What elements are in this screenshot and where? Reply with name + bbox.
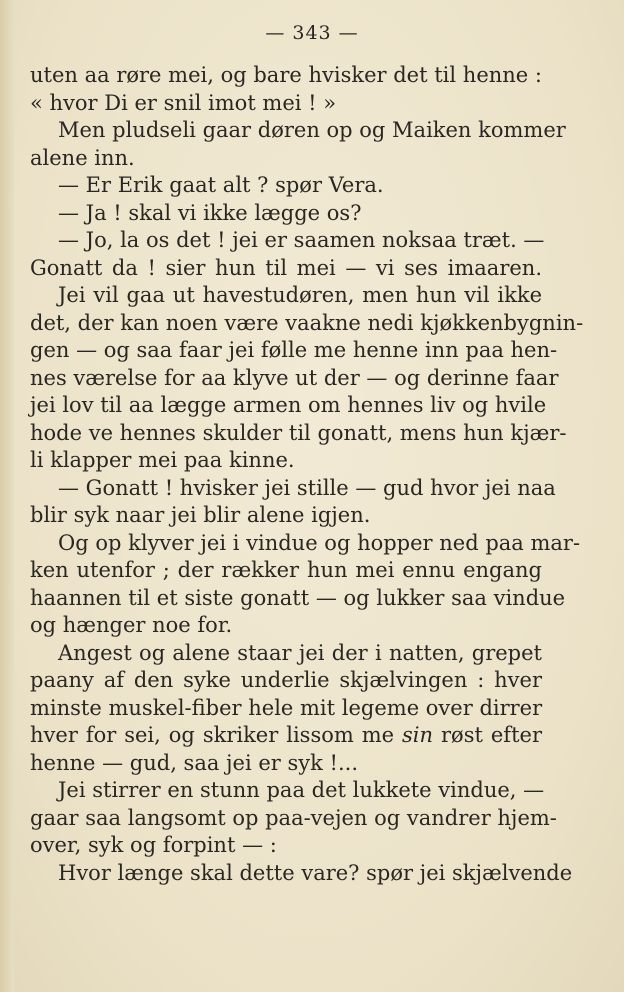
text-line: gen — og saa faar jei følle me henne inn paa hen- [30,338,558,362]
text-line: over, syk og forpint — : [30,833,277,857]
text-line: og hænger noe for. [30,613,233,637]
text-line: — Gonatt ! hvisker jei stille — gud hvor jei naa [58,475,556,500]
text-line: Og op klyver jei i vindue og hopper ned paa mar- [58,530,581,555]
text-line: Jei vil gaa ut havestudøren, men hun vil ikke [58,283,542,307]
text-line: gaar saa langsomt op paa-vejen og vandrer hjem- [30,805,557,830]
text-line: Jei stirrer en stunn paa det lukkete vindue, — [58,778,545,802]
text-line: — Er Erik gaat alt ? spør Vera. [58,173,384,197]
text-line: minste muskel-fiber hele mit legeme over dirrer [30,695,543,720]
text-line: blir syk naar jei blir alene igjen. [30,503,371,527]
text-line: « hvor Di er snil imot mei ! » [30,90,337,115]
text-line: Hvor længe skal dette vare? spør jei skjælvende [58,860,573,885]
text-line: henne — gud, saa jei er syk !... [30,750,359,775]
page-spine-shadow [0,0,14,992]
text-line: jei lov til aa lægge armen om hennes liv og hvile [30,393,547,417]
text-segment: hver for sei, og skriker lissom me [30,723,403,747]
text-line [30,722,542,750]
text-line: hode ve hennes skulder til gonatt, mens hun kjær- [30,420,567,445]
text-line: Men pludseli gaar døren op og Maiken kommer [58,118,566,142]
text-line: alene inn. [30,145,135,170]
page-number: — 343 — [265,22,359,44]
text-line: li klapper mei paa kinne. [30,448,295,472]
text-line: nes værelse for aa klyve ut der — og derinne faar [30,365,559,390]
emphasized-word: sin [402,723,434,747]
text-line: det, der kan noen være vaakne nedi kjøkkenbygnin- [30,310,584,335]
text-line: Gonatt da ! sier hun til mei — vi ses imaaren. [30,255,542,280]
text-line: — Ja ! skal vi ikke lægge os? [58,200,362,225]
text-line: — Jo, la os det ! jei er saamen noksaa træt. — [58,228,545,252]
text-line: haannen til et siste gonatt — og lukker saa vindue [30,585,566,610]
text-line: paany af den syke underlie skjælvingen : hver [30,668,542,692]
text-line: ken utenfor ; der rækker hun mei ennu engang [30,558,542,582]
text-segment: røst efter [433,723,542,747]
text-line: uten aa røre mei, og bare hvisker det til henne : [30,63,542,87]
text-line: Angest og alene staar jei der i natten, grepet [58,640,542,665]
body-text [30,62,584,887]
